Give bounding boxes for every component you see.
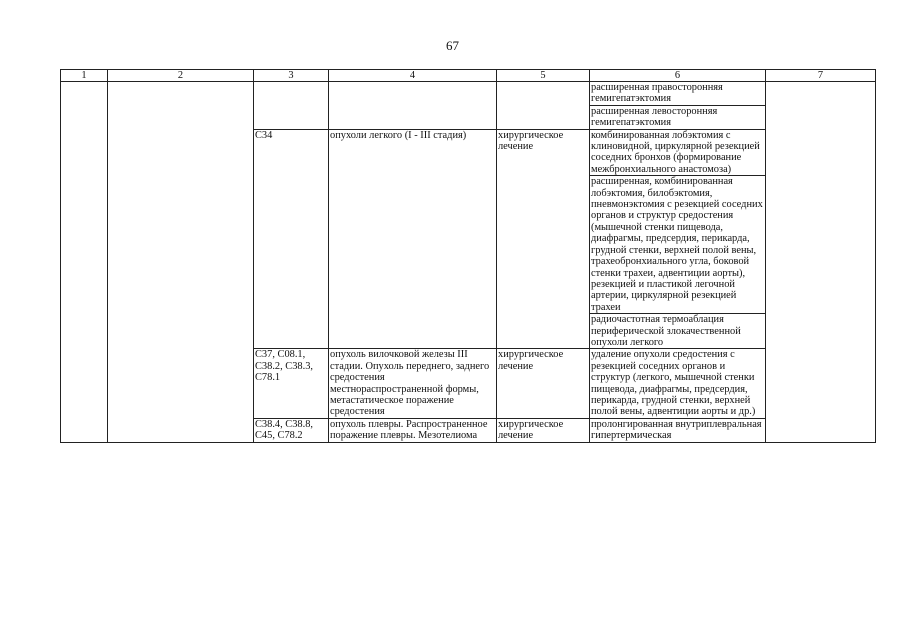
cell-diagnosis: опухоль плевры. Распространенное поражение плевры. Мезотелиома	[329, 418, 497, 442]
cell-diagnosis: опухоли легкого (I - III стадия)	[329, 129, 497, 349]
cell-treatment: комбинированная лобэктомия с клиновидной, циркулярной резекцией соседних бронхов (формирование межбронхиального анастомоза)	[590, 129, 766, 176]
cell-treatment: расширенная левосторонняя гемигепатэктомия	[590, 105, 766, 129]
cell-col7	[766, 82, 876, 443]
cell-treatment: расширенная, комбинированная лобэктомия, билобэктомия, пневмонэктомия с резекцией соседних органов и структур средостения (мышечной стенки пищевода, диафрагмы, предсердия, перикарда, грудной стенки, верхней полой вены, трахеобронхиального угла, боковой стенки трахеи, адвентиции аорты), резекцией и пластикой легочной артерии, циркулярной резекцией трахеи	[590, 176, 766, 314]
cell-treatment: радиочастотная термоаблация периферической злокачественной опухоли легкого	[590, 314, 766, 349]
cell-treatment: расширенная правосторонняя гемигепатэктомия	[590, 82, 766, 106]
cell-treatment: пролонгированная внутриплевральная гипертермическая	[590, 418, 766, 442]
cell-treatment-type: хирургическое лечение	[497, 418, 590, 442]
cell-code: C37, C08.1, C38.2, C38.3, C78.1	[254, 349, 329, 418]
cell-diagnosis	[329, 82, 497, 130]
column-number: 5	[497, 70, 590, 82]
cell-code	[254, 82, 329, 130]
column-number: 4	[329, 70, 497, 82]
page-number: 67	[446, 38, 459, 53]
column-number-row	[61, 70, 876, 82]
column-number: 1	[61, 70, 108, 82]
cell-diagnosis: опухоль вилочковой железы III стадии. Опухоль переднего, заднего средостения местнораспространенной формы, метастатическое поражение средостения	[329, 349, 497, 418]
cell-treatment-type: хирургическое лечение	[497, 349, 590, 418]
column-number: 6	[590, 70, 766, 82]
column-number: 7	[766, 70, 876, 82]
cell-col2	[108, 82, 254, 443]
column-number: 3	[254, 70, 329, 82]
cell-treatment-type: хирургическое лечение	[497, 129, 590, 349]
cell-code: C38.4, C38.8, C45, C78.2	[254, 418, 329, 442]
cell-treatment: удаление опухоли средостения с резекцией соседних органов и структур (легкого, мышечной стенки пищевода, диафрагмы, предсердия, перикарда, грудной стенки, верхней полой вены, адвентиции аорты и др.)	[590, 349, 766, 418]
column-number: 2	[108, 70, 254, 82]
cell-col1	[61, 82, 108, 443]
table-row	[61, 82, 876, 106]
treatment-table	[60, 69, 876, 443]
cell-treatment-type	[497, 82, 590, 130]
cell-code: C34	[254, 129, 329, 349]
